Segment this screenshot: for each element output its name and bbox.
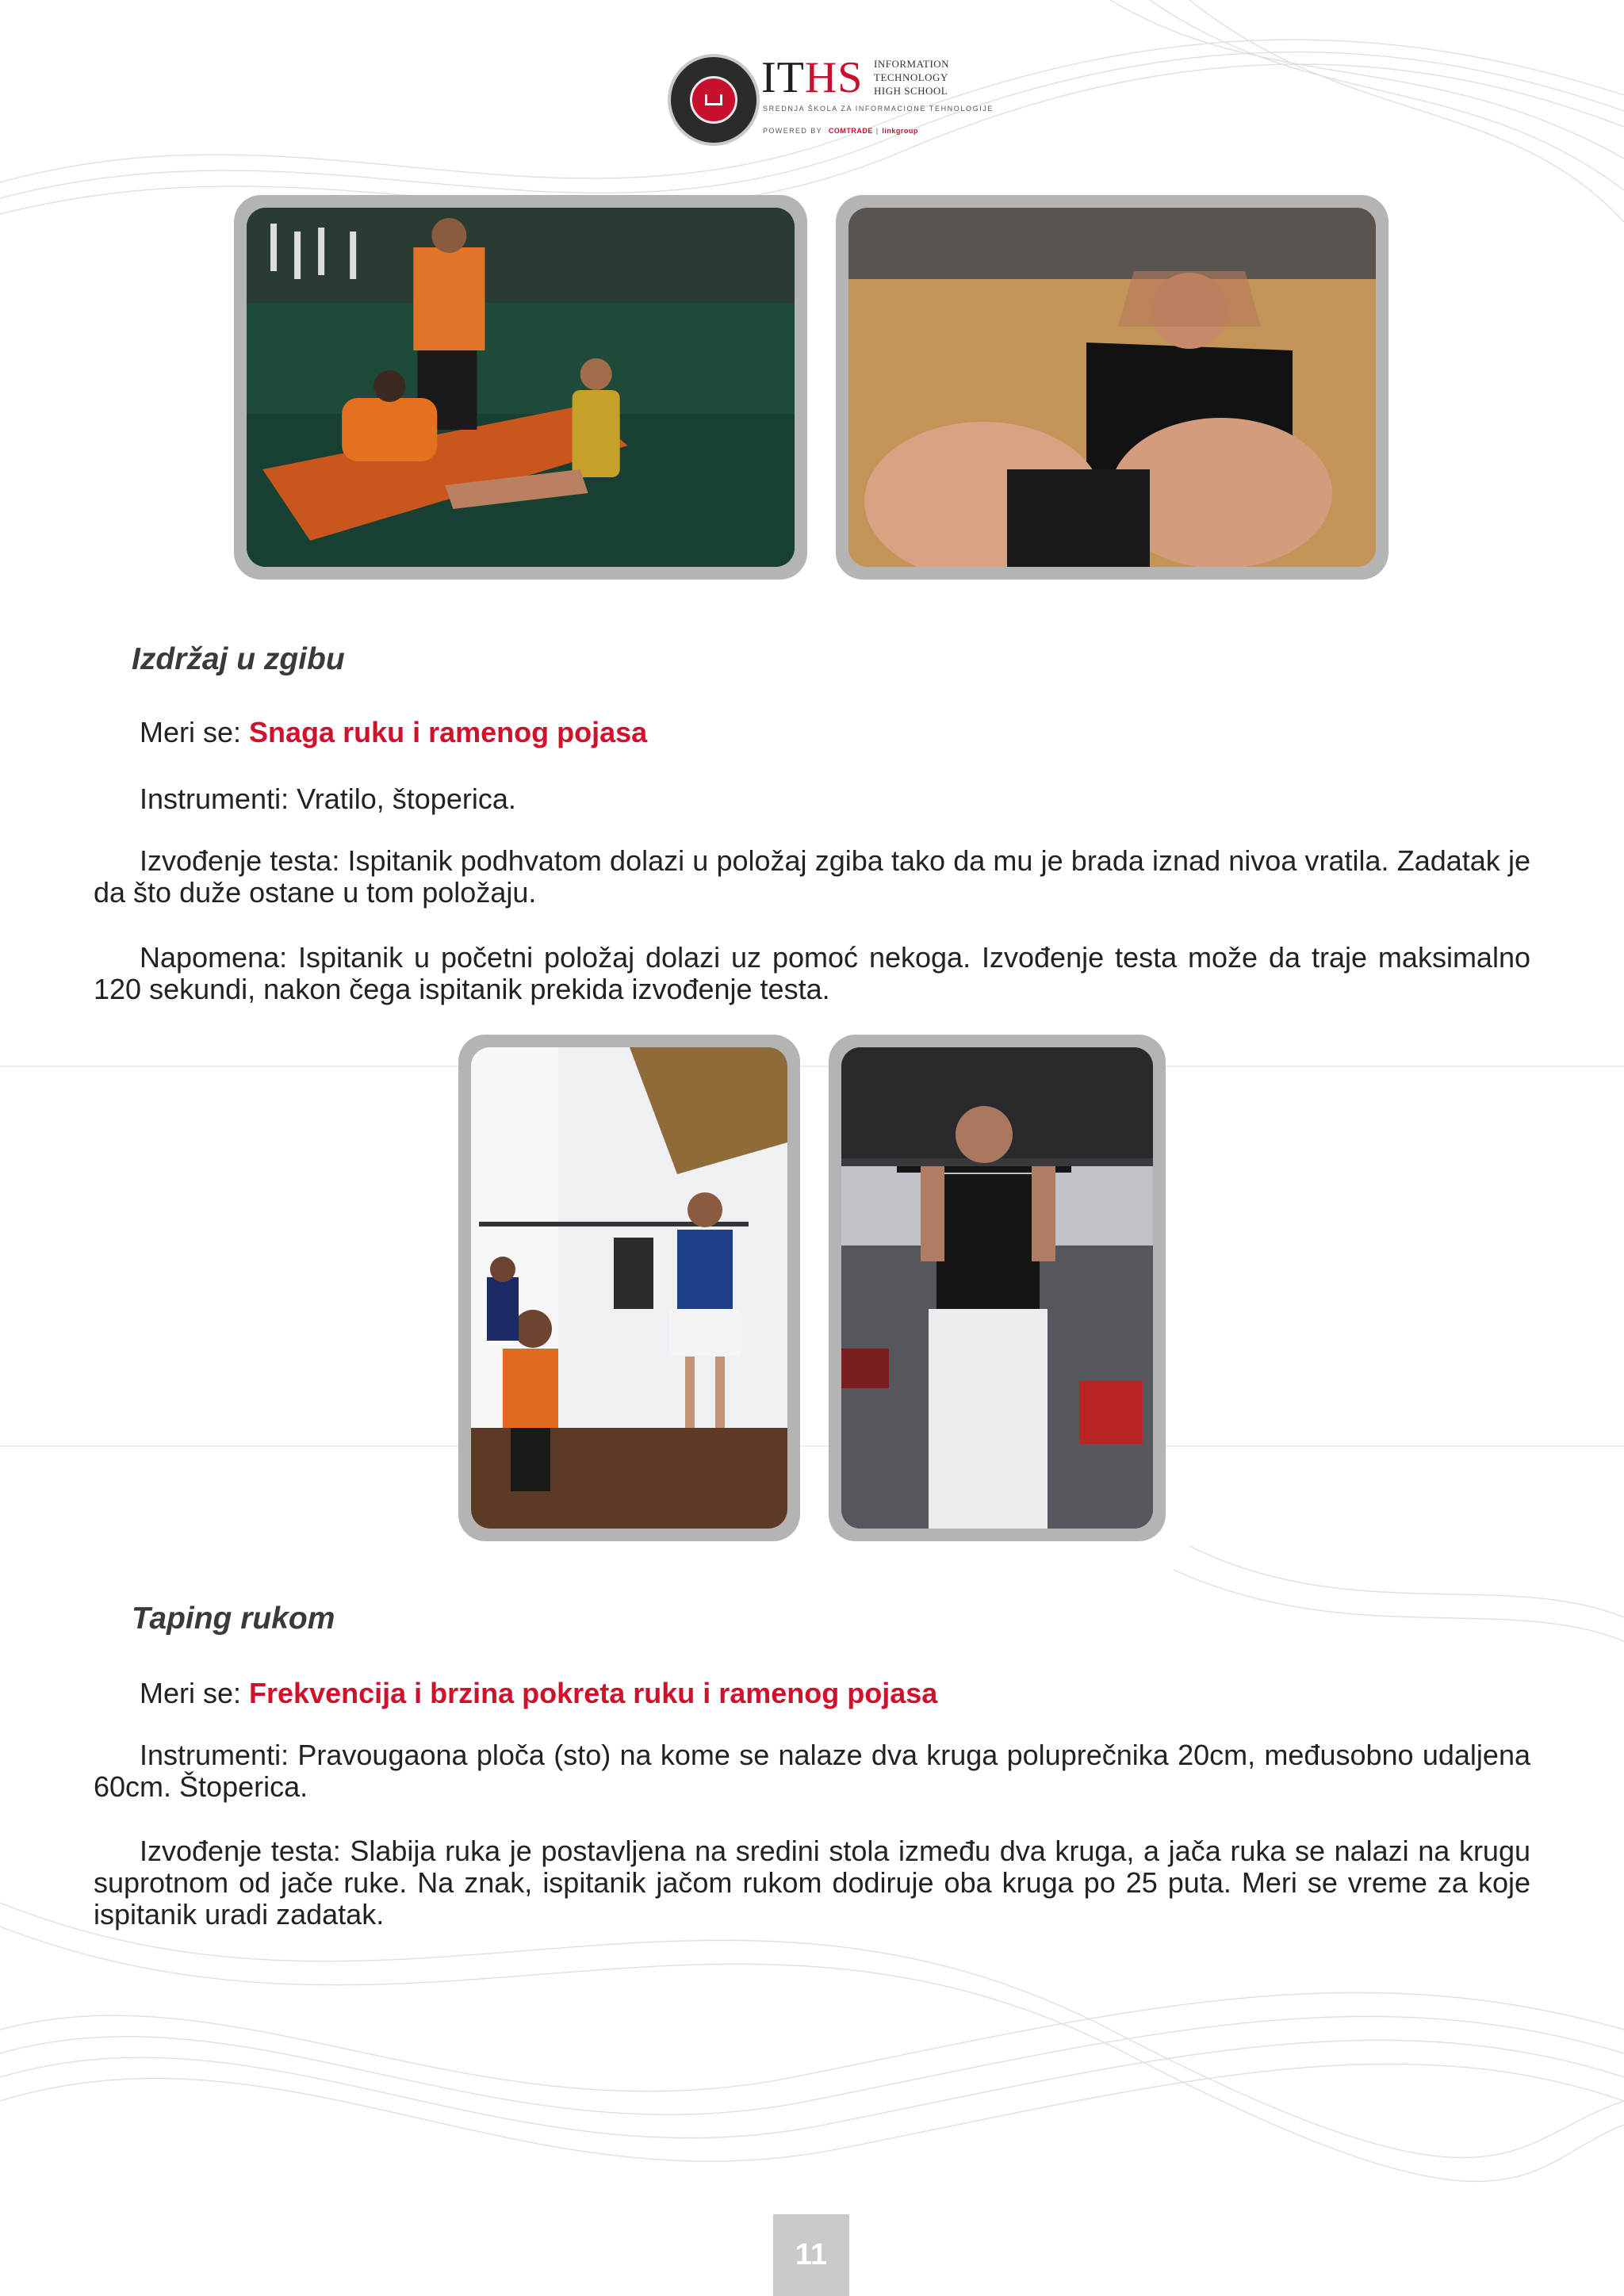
school-logo (668, 52, 994, 147)
powered-by: POWERED BY COMTRADE | linkgroup (763, 127, 918, 135)
page-number: 11 (773, 2214, 849, 2296)
logo-subtitle: SREDNJA ŠKOLA ZA INFORMACIONE TEHNOLOGIJE (763, 105, 994, 113)
photo-situps-man-gym (836, 195, 1388, 580)
photo-girl-hanging-bar (458, 1035, 800, 1541)
section1-napomena: Napomena: Ispitanik u početni položaj dolazi uz pomoć nekoga. Izvođenje testa može da traje maksimalno 120 sekundi, nakon čega ispitanik prekida izvođenje testa. (94, 941, 1530, 1005)
section1-instrumenti: Instrumenti: Vratilo, štoperica. (140, 783, 516, 815)
photo-situps-school-gym (234, 195, 807, 580)
logo-wordmark: ITHS (761, 53, 864, 102)
logo-lines: INFORMATION TECHNOLOGY HIGH SCHOOL (874, 58, 950, 97)
section1-izvodjenje: Izvođenje testa: Ispitanik podhvatom dolazi u položaj zgiba tako da mu je brada iznad nivoa vratila. Zadatak je da što duže ostane u tom položaju. (94, 844, 1530, 909)
divider-line-top (0, 1066, 1624, 1067)
section-title-izdrzaj: Izdržaj u zgibu (132, 642, 345, 676)
section-title-taping: Taping rukom (132, 1601, 335, 1636)
section2-izvodjenje: Izvođenje testa: Slabija ruka je postavljena na sredini stola između dva kruga, a jača ruka se nalazi na krugu suprotnom od jače ruke. Na znak, ispitanik jačom rukom dodiruje oba kruga po 25 puta. Meri se vreme za koje ispitanik uradi zadatak. (94, 1835, 1530, 1931)
photo-man-chinup-hold (829, 1035, 1166, 1541)
section2-instrumenti: Instrumenti: Pravougaona ploča (sto) na kome se nalaze dva kruga poluprečnika 20cm, međusobno udaljena 60cm. Štoperica. (94, 1739, 1530, 1803)
school-seal-icon (668, 54, 760, 146)
divider-line-bottom (0, 1445, 1624, 1447)
section1-meri-se: Meri se: Snaga ruku i ramenog pojasa (140, 716, 648, 748)
section2-meri-value: Frekvencija i brzina pokreta ruku i ramenog pojasa (249, 1677, 938, 1709)
section2-meri-se: Meri se: Frekvencija i brzina pokreta ruku i ramenog pojasa (140, 1677, 938, 1709)
section1-meri-value: Snaga ruku i ramenog pojasa (249, 716, 648, 748)
